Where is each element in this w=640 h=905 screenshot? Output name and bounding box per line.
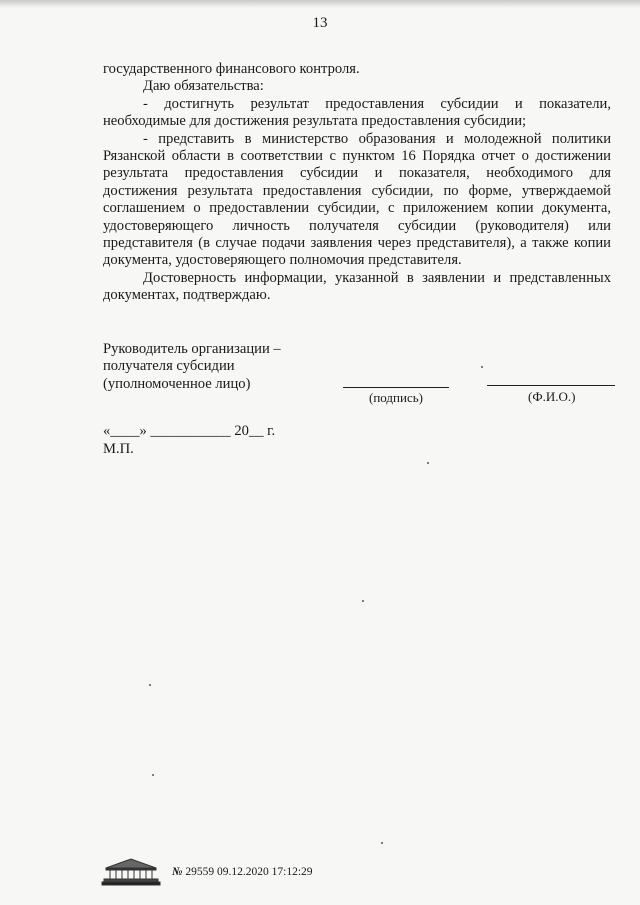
body-text [103,61,611,305]
scan-speck [427,462,429,464]
paragraph-2: Даю обязательства: [143,78,264,95]
scan-speck [152,774,154,776]
numero-icon: № [172,866,183,878]
signatory-title-line-2: получателя субсидии [103,358,235,375]
registration-number [172,866,313,878]
paragraph-4: - представить в министерство образования и молодежной политики Рязанской области в соответствии с пунктом 16 Порядка отчет о достижении результата предоставления субсидии и показателя, необходимого для достижения результата предоставления субсидии, по форме, утверждаемой соглашением о предоставлении субсидии, с приложением копии документа, удостоверяющего личность получателя субсидии (руководителя) или представителя (в случае подачи заявления через представителя), а также копии документа, удостоверяющего полномочия представителя. [103,130,611,269]
paragraph-5: Достоверность информации, указанной в заявлении и представленных документах, подтверждаю. [103,269,611,304]
signatory-title-line-3: (уполномоченное лицо) [103,375,251,392]
signature-caption: (подпись) [369,390,423,405]
paragraph-3: - достигнуть результат предоставления субсидии и показатели, необходимые для достижения результата предоставления субсидии; [103,95,611,130]
name-line [487,385,615,386]
scan-edge-shadow [0,0,640,8]
scan-speck [149,684,151,686]
seal-label: М.П. [103,441,134,457]
registration-text: 29559 09.12.2020 17:12:29 [185,866,313,878]
paragraph-1: государственного финансового контроля. [103,61,360,77]
scan-speck [381,842,383,844]
name-caption: (Ф.И.О.) [528,389,576,404]
signature-line [343,387,449,388]
page-number: 13 [312,15,328,31]
signatory-title-line-1: Руководитель организации – [103,341,281,357]
scan-speck [481,366,483,368]
registration-stamp [100,856,360,886]
signatory-title [103,341,281,393]
date-line: «____» ___________ 20__ г. [103,423,276,439]
scan-speck [362,600,364,602]
building-emblem-icon [100,856,162,886]
